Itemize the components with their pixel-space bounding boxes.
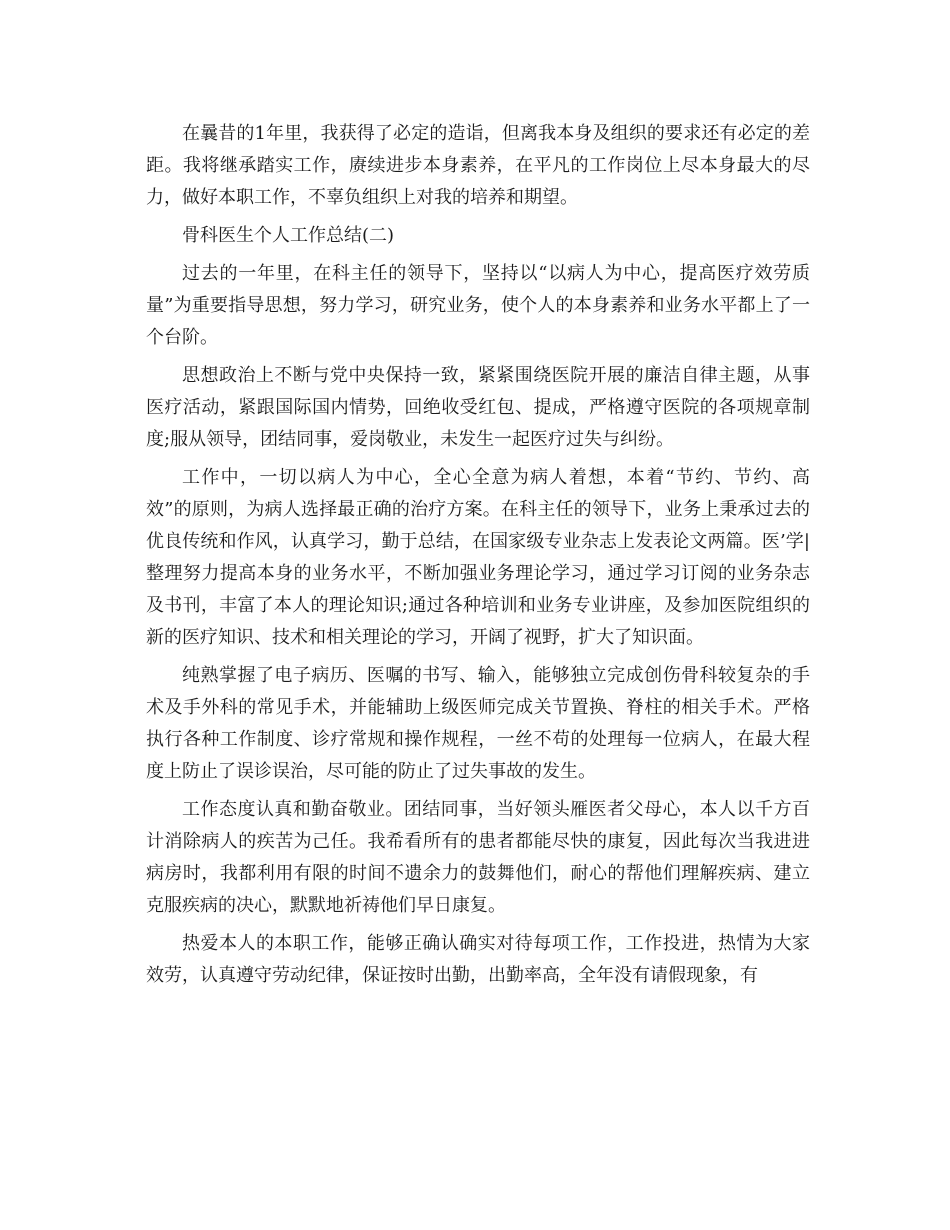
paragraph-intro: 过去的一年里，在科主任的领导下，坚持以“以病人为中心，提高医疗效劳质量”为重要指导思想，努力学习，研究业务，使个人的本身素养和业务水平都上了一个台阶。 xyxy=(146,263,810,348)
paragraph-politics: 思想政治上不断与党中央保持一致，紧紧围绕医院开展的廉洁自律主题，从事医疗活动，紧跟国际国内情势，回绝收受红包、提成，严格遵守医院的各项规章制度;服从领导，团结同事，爱岗敬业，未发生一起医疗过失与纠纷。 xyxy=(146,365,810,450)
paragraph-work: 工作中，一切以病人为中心，全心全意为病人着想，本着“节约、节约、高效”的原则，为病人选择最正确的治疗方案。在科主任的领导下，业务上秉承过去的优良传统和作风，认真学习，勤于总结，在国家级专业杂志上发表论文两篇。医’学|整理努力提高本身的业务水平，不断加强业务理论学习，通过学习订阅的业务杂志及书刊，丰富了本人的理论知识;通过各种培训和业务专业讲座，及参加医院组织的新的医疗知识、技术和相关理论的学习，开阔了视野，扩大了知识面。 xyxy=(146,467,810,648)
section-heading: 骨科医生个人工作总结(二) xyxy=(182,225,395,246)
paragraph-skills: 纯熟掌握了电子病历、医嘱的书写、输入，能够独立完成创伤骨科较复杂的手术及手外科的常见手术，并能辅助上级医师完成关节置换、脊柱的相关手术。严格执行各种工作制度、诊疗常规和操作规程，一丝不苟的处理每一位病人，在最大程度上防止了误诊误治，尽可能的防止了过失事故的发生。 xyxy=(146,665,810,782)
paragraph-dedication: 热爱本人的本职工作，能够正确认确实对待每项工作，工作投进，热情为大家效劳，认真遵守劳动纪律，保证按时出勤，出勤率高，全年没有请假现象，有 xyxy=(146,933,810,986)
document-body xyxy=(146,118,810,998)
paragraph-closing-summary: 在曩昔的1年里，我获得了必定的造诣，但离我本身及组织的要求还有必定的差距。我将继承踏实工作，赓续进步本身素养，在平凡的工作岗位上尽本身最大的尽力，做好本职工作，不辜负组织上对我的培养和期望。 xyxy=(146,123,810,208)
paragraph-attitude: 工作态度认真和勤奋敬业。团结同事，当好领头雁医者父母心，本人以千方百计消除病人的疾苦为己任。我希看所有的患者都能尽快的康复，因此每次当我进进病房时，我都利用有限的时间不遗余力的鼓舞他们，耐心的帮他们理解疾病、建立克服疾病的决心，默默地祈祷他们早日康复。 xyxy=(146,799,810,916)
